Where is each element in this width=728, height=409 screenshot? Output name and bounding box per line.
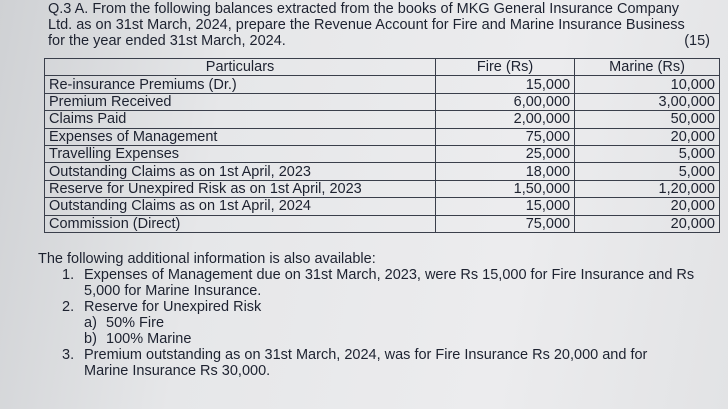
particular-cell: Premium Received	[45, 93, 436, 110]
fire-cell: 15,000	[436, 198, 575, 215]
particular-cell: Outstanding Claims as on 1st April, 2023	[45, 163, 436, 180]
particular-cell: Outstanding Claims as on 1st April, 2024	[45, 198, 436, 215]
fire-cell: 75,000	[436, 215, 575, 232]
sub-item-letter: b)	[84, 331, 97, 347]
table-row	[45, 180, 720, 197]
fire-cell: 15,000	[436, 76, 575, 93]
sub-item-text: 50% Fire	[106, 315, 165, 331]
question-line-2: Ltd. as on 31st March, 2024, prepare the Revenue Account for Fire and Marine Insurance Business	[48, 17, 685, 33]
additional-information	[38, 251, 728, 379]
particular-cell: Claims Paid	[45, 111, 436, 128]
table-row	[45, 128, 720, 145]
fire-cell: 1,50,000	[436, 180, 575, 197]
sub-item	[84, 331, 728, 347]
item-text: Reserve for Unexpired Risk	[84, 299, 262, 315]
item-number: 2.	[62, 299, 75, 315]
table-header-row	[45, 59, 720, 76]
item-number: 1.	[62, 267, 75, 283]
list-item	[62, 299, 728, 315]
table-row	[45, 111, 720, 128]
question-line-1: Q.3 A. From the following balances extracted from the books of MKG General Insurance Company	[48, 1, 680, 17]
marine-cell: 50,000	[575, 111, 720, 128]
marine-cell: 5,000	[575, 163, 720, 180]
fire-cell: 6,00,000	[436, 93, 575, 110]
item-number: 3.	[62, 347, 75, 363]
list-item	[62, 267, 728, 283]
marine-cell: 20,000	[575, 215, 720, 232]
marks: (15)	[684, 33, 710, 49]
particular-cell: Commission (Direct)	[45, 215, 436, 232]
additional-title: The following additional information is also available:	[38, 251, 376, 267]
table-row	[45, 198, 720, 215]
table-row	[45, 145, 720, 162]
table-row	[45, 215, 720, 232]
fire-cell: 18,000	[436, 163, 575, 180]
table-row	[45, 163, 720, 180]
sub-item-letter: a)	[84, 315, 97, 331]
fire-cell: 2,00,000	[436, 111, 575, 128]
marine-cell: 3,00,000	[575, 93, 720, 110]
particular-cell: Reserve for Unexpired Risk as on 1st April, 2023	[45, 180, 436, 197]
marine-cell: 10,000	[575, 76, 720, 93]
item-text-continuation: Marine Insurance Rs 30,000.	[84, 363, 271, 379]
particular-cell: Re-insurance Premiums (Dr.)	[45, 76, 436, 93]
header-particulars: Particulars	[45, 59, 436, 76]
question-line-3	[48, 33, 728, 49]
balances-table	[44, 58, 720, 233]
question-line-3-text: for the year ended 31st March, 2024.	[48, 33, 286, 49]
sub-item-text: 100% Marine	[106, 331, 192, 347]
header-fire: Fire (Rs)	[436, 59, 575, 76]
sub-item	[84, 315, 728, 331]
question-header	[48, 1, 728, 49]
fire-cell: 25,000	[436, 145, 575, 162]
fire-cell: 75,000	[436, 128, 575, 145]
item-text: Premium outstanding as on 31st March, 2024, was for Fire Insurance Rs 20,000 and for	[84, 347, 648, 363]
marine-cell: 5,000	[575, 145, 720, 162]
table-row	[45, 76, 720, 93]
table-row	[45, 93, 720, 110]
header-marine: Marine (Rs)	[575, 59, 720, 76]
item-text-continuation: 5,000 for Marine Insurance.	[84, 283, 262, 299]
marine-cell: 1,20,000	[575, 180, 720, 197]
marine-cell: 20,000	[575, 198, 720, 215]
particular-cell: Expenses of Management	[45, 128, 436, 145]
marine-cell: 20,000	[575, 128, 720, 145]
item-text: Expenses of Management due on 31st March, 2023, were Rs 15,000 for Fire Insurance and Rs	[84, 267, 695, 283]
list-item	[62, 347, 728, 363]
particular-cell: Travelling Expenses	[45, 145, 436, 162]
